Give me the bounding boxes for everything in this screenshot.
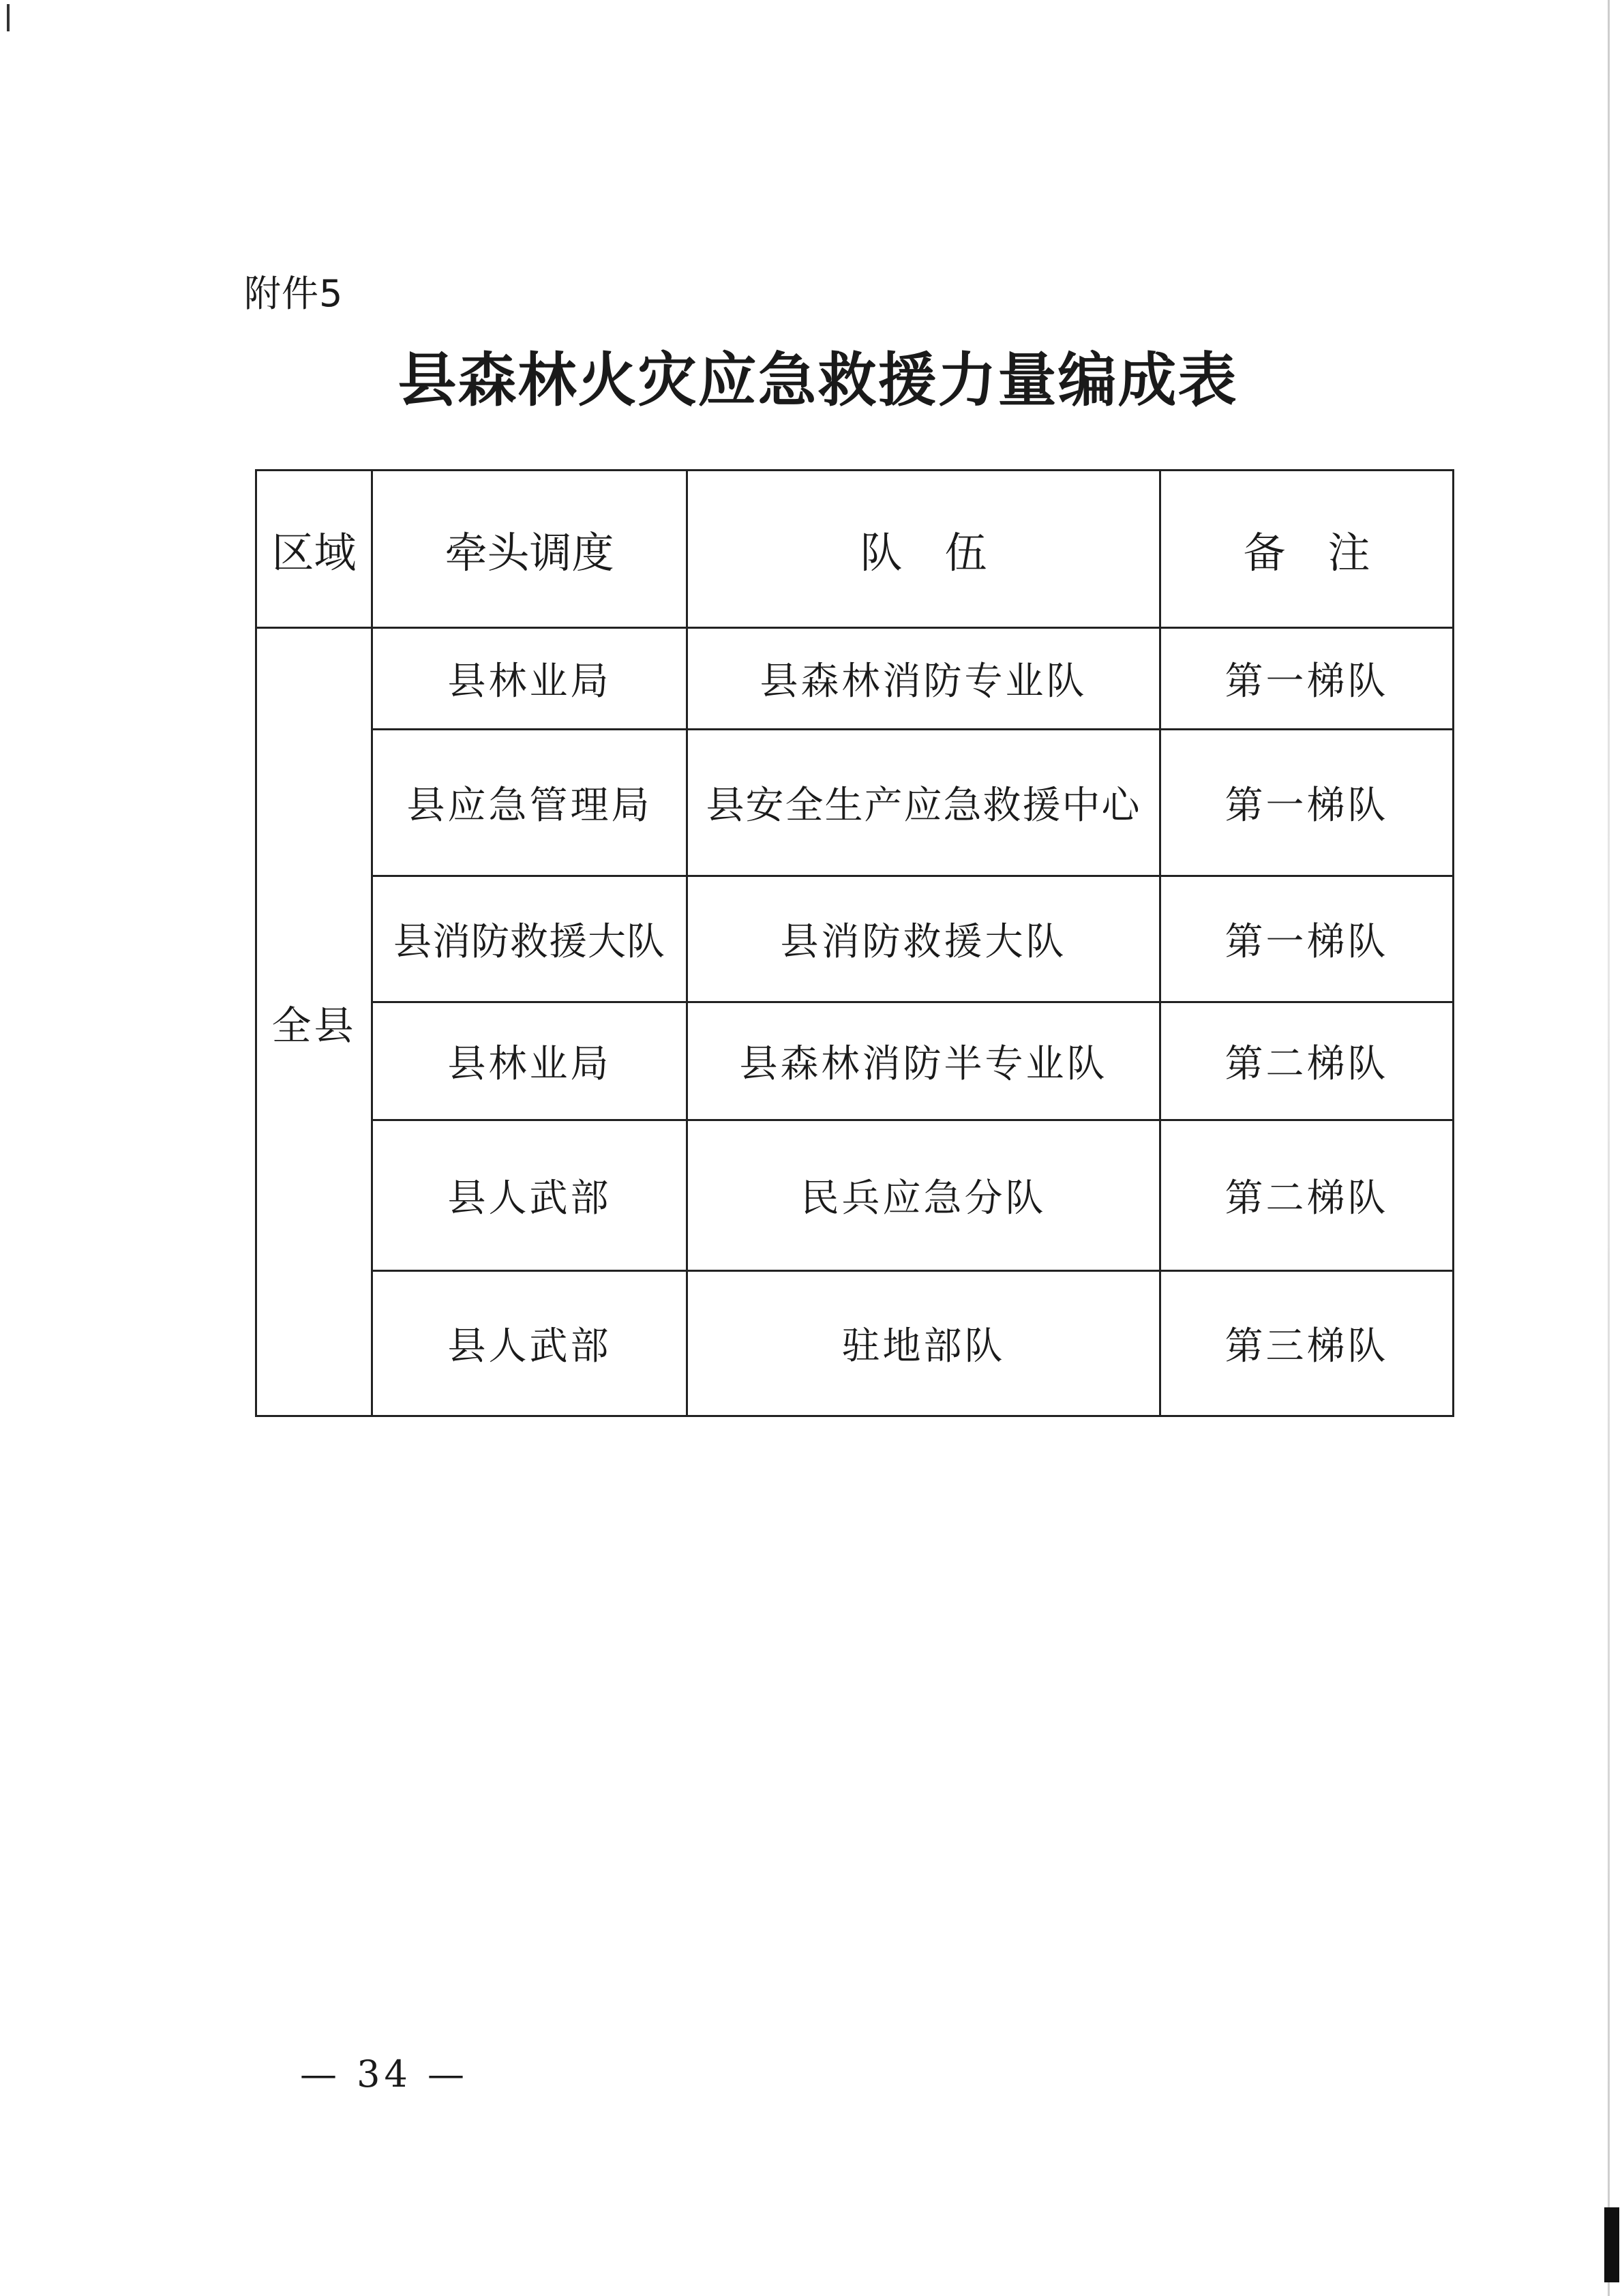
table-row xyxy=(256,876,1454,1002)
header-region: 区域 xyxy=(256,471,372,628)
lead-cell: 县消防救援大队 xyxy=(372,876,687,1002)
team-cell: 县森林消防半专业队 xyxy=(687,1002,1160,1120)
scan-artifact-mark xyxy=(7,4,10,31)
region-cell: 全县 xyxy=(256,628,372,1416)
lead-cell: 县人武部 xyxy=(372,1271,687,1416)
lead-cell: 县应急管理局 xyxy=(372,730,687,876)
lead-cell: 县林业局 xyxy=(372,1002,687,1120)
note-cell: 第二梯队 xyxy=(1160,1002,1454,1120)
table-header-row xyxy=(256,471,1454,628)
note-cell: 第二梯队 xyxy=(1160,1120,1454,1271)
table-row xyxy=(256,628,1454,730)
lead-cell: 县林业局 xyxy=(372,628,687,730)
team-cell: 县安全生产应急救援中心 xyxy=(687,730,1160,876)
note-cell: 第一梯队 xyxy=(1160,730,1454,876)
header-team: 队 伍 xyxy=(687,471,1160,628)
team-cell: 县消防救援大队 xyxy=(687,876,1160,1002)
scan-edge-mark xyxy=(1604,2207,1619,2282)
force-composition-table xyxy=(255,469,1452,1417)
header-lead: 牵头调度 xyxy=(372,471,687,628)
page-number: — 34 — xyxy=(300,2053,469,2096)
team-cell: 驻地部队 xyxy=(687,1271,1160,1416)
note-cell: 第一梯队 xyxy=(1160,876,1454,1002)
header-note: 备 注 xyxy=(1160,471,1454,628)
note-cell: 第三梯队 xyxy=(1160,1271,1454,1416)
table-row xyxy=(256,1002,1454,1120)
note-cell: 第一梯队 xyxy=(1160,628,1454,730)
lead-cell: 县人武部 xyxy=(372,1120,687,1271)
table-row xyxy=(256,1271,1454,1416)
table-row xyxy=(256,730,1454,876)
document-title: 县森林火灾应急救援力量编成表 xyxy=(397,346,1238,415)
table-row xyxy=(256,1120,1454,1271)
team-cell: 民兵应急分队 xyxy=(687,1120,1160,1271)
team-cell: 县森林消防专业队 xyxy=(687,628,1160,730)
attachment-label: 附件5 xyxy=(244,272,344,315)
